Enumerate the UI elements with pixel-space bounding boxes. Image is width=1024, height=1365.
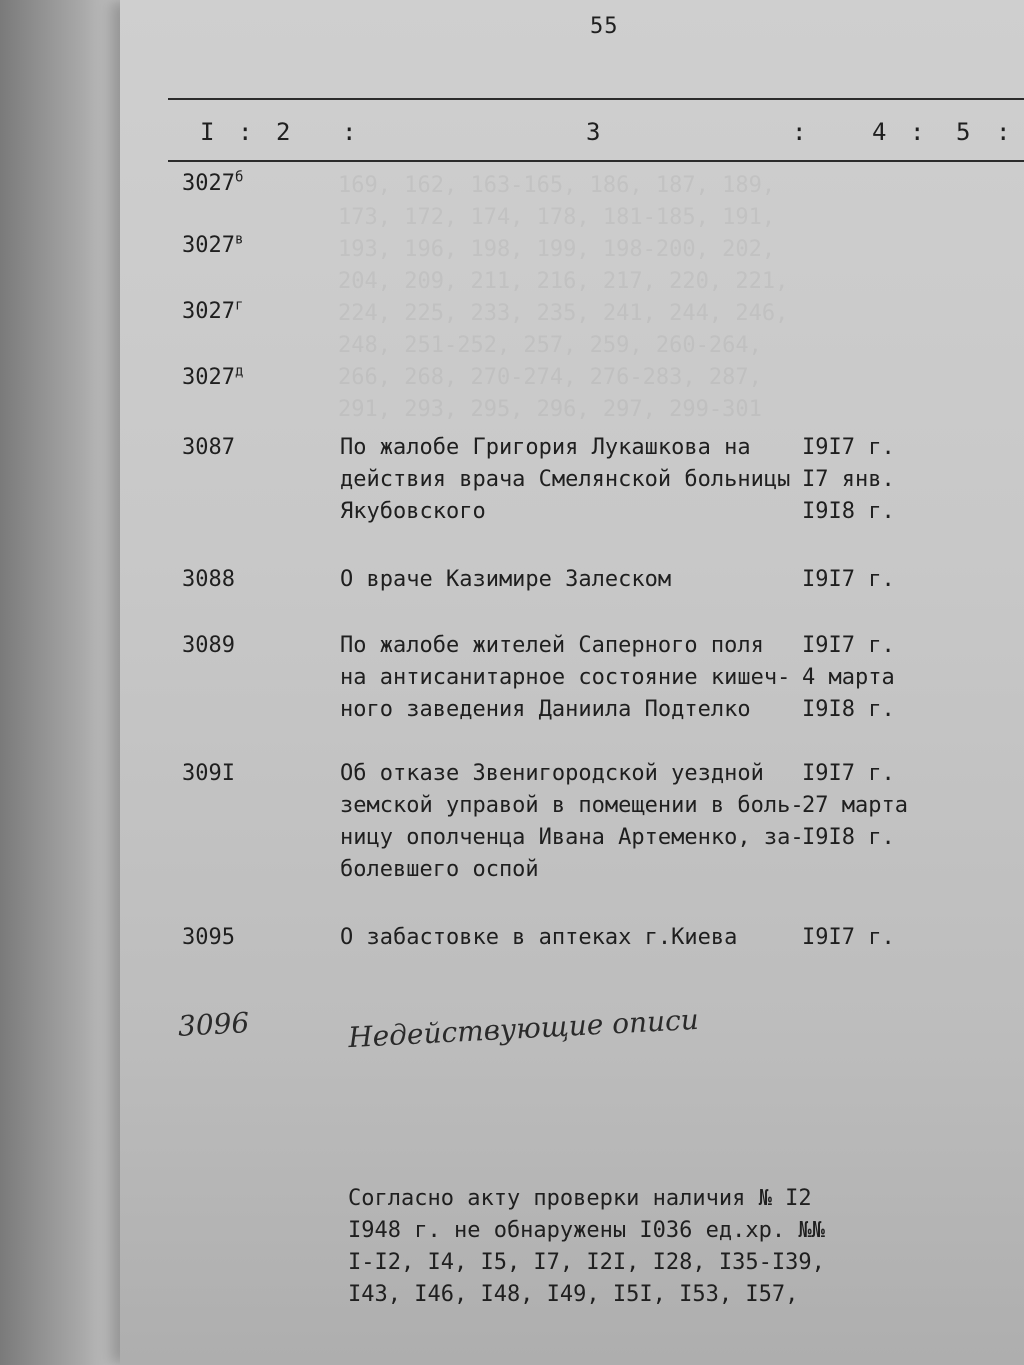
case-description: По жалобе жителей Саперного поля на антисанитарное состояние кишеч- ного заведения Даниила Подтелко [340, 633, 791, 722]
case-description: О забастовке в аптеках г.Киева [340, 925, 738, 950]
case-dates: I9I7 г. 4 марта I9I8 г. [802, 633, 895, 722]
case-number: 3089 [182, 633, 235, 658]
column-separator: : [910, 118, 925, 146]
header-rule-bottom [168, 160, 1024, 162]
case-number: 3088 [182, 567, 235, 592]
case-number: $3027^г$ [182, 297, 244, 324]
column-header-1: I [200, 118, 215, 146]
case-dates: I9I7 г. [802, 925, 895, 950]
bleed-through-text: 169, 162, 163-165, 186, 187, 189, 173, 172, 174, 178, 181-185, 191, 193, 196, 198, 199, 198-200, 202, 204, 209, 211, 216, 217, 220, 221, 224, 225, 233, 235, 241, 244, 246, 248, 251-252, 257, 259, 260-264, 266, 268, 270-274, 276-283, 287, 291, 293, 295, 296, 297, 299-301 [338, 173, 789, 422]
column-separator: : [238, 118, 253, 146]
case-description: Об отказе Звенигородской уездной земской управой в помещении в боль- ницу ополченца Ивана Артеменко, за- болевшего оспой [340, 761, 804, 882]
column-header-5: 5 [956, 118, 971, 146]
case-description: По жалобе Григория Лукашкова на действия врача Смелянской больницы Якубовского [340, 435, 791, 524]
case-dates: I9I7 г. 27 марта I9I8 г. [802, 761, 908, 850]
case-number: $3027^в$ [182, 231, 244, 258]
case-number: 309I [182, 761, 235, 786]
column-separator: : [996, 118, 1011, 146]
column-separator: : [342, 118, 357, 146]
case-number: 3087 [182, 435, 235, 460]
case-dates: I9I7 г. [802, 567, 895, 592]
column-header-4: 4 [872, 118, 887, 146]
case-dates: I9I7 г. I7 янв. I9I8 г. [802, 435, 895, 524]
page-number: 55 [590, 14, 619, 39]
column-header-2: 2 [276, 118, 291, 146]
header-rule-top [168, 98, 1024, 100]
column-separator: : [792, 118, 807, 146]
case-description: О враче Казимире Залеском [340, 567, 672, 592]
document-page [120, 0, 1024, 1365]
column-header-3: 3 [586, 118, 601, 146]
case-number: $3027^д$ [182, 363, 244, 390]
case-number: 3095 [182, 925, 235, 950]
handwritten-note: Недействующие описи [347, 1002, 700, 1055]
case-number: $3027^б$ [182, 169, 244, 196]
handwritten-case-number: 3096 [177, 1006, 251, 1043]
footer-note: Согласно акту проверки наличия № I2 I948 г. не обнаружены I036 ед.хр. №№ I-I2, I4, I5, I7, I2I, I28, I35-I39, I43, I46, I48, I49, I5I, I53, I57, [348, 1186, 825, 1307]
